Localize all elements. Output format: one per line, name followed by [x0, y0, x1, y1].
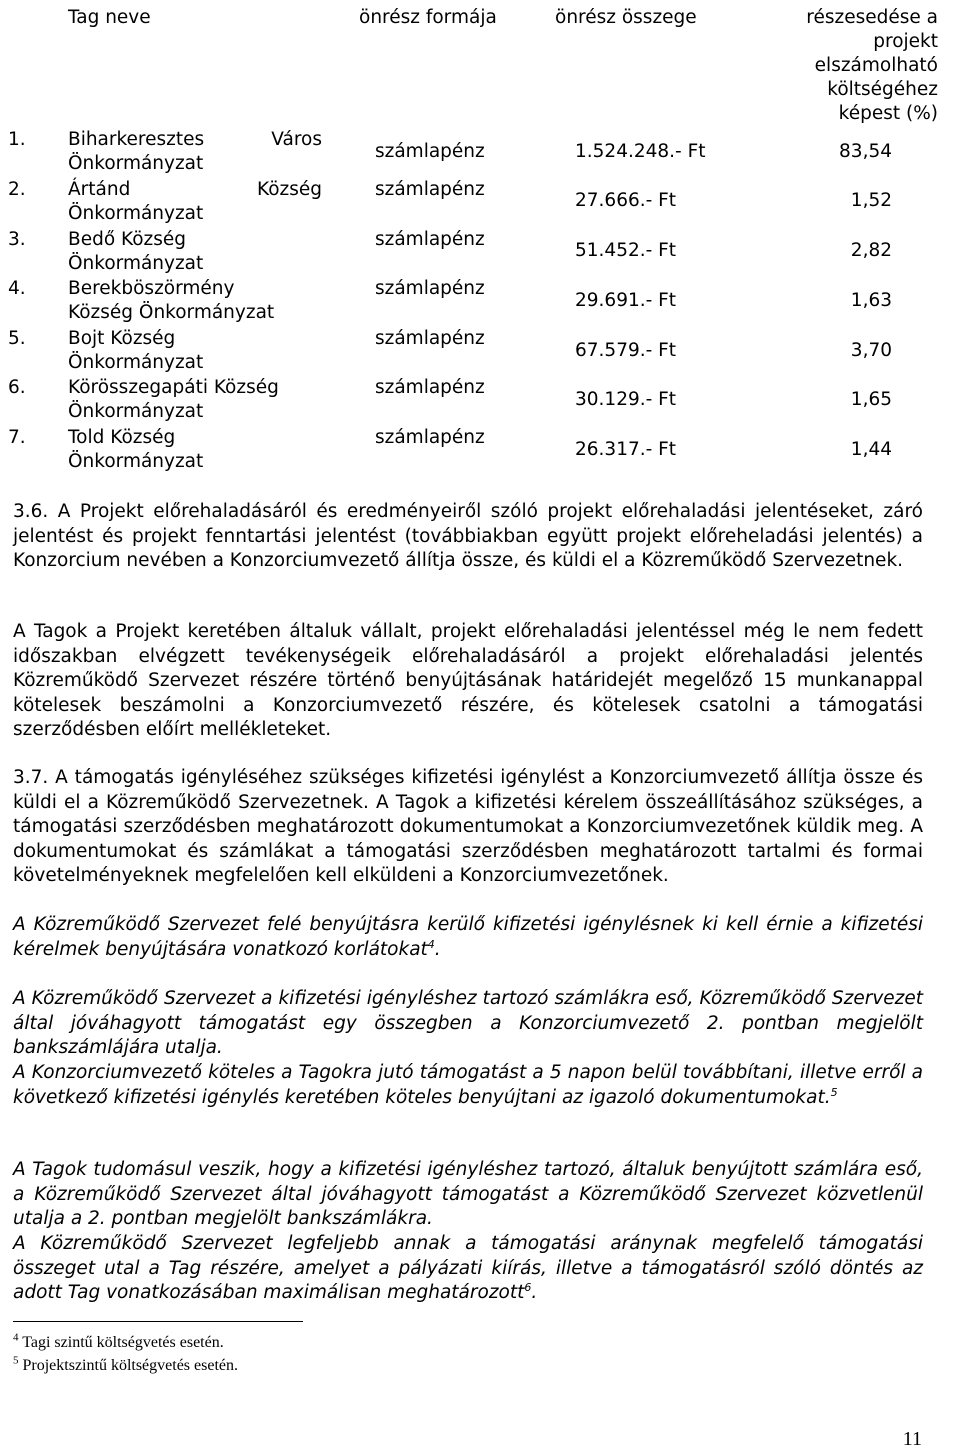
name-part: Berekböszörmény — [68, 278, 235, 299]
row-amount: 26.317.- Ft — [575, 439, 677, 460]
row-amount: 51.452.- Ft — [575, 240, 677, 261]
row-member-name — [68, 327, 322, 375]
footnote-ref: 5 — [830, 1085, 838, 1099]
paragraph-3-6: 3.6. A Projekt előrehaladásáról és eredményeiről szóló projekt előrehaladási jelentéseket, záró jelentést és projekt fenntartási jelentést (továbbiakban együtt projekt előreheladási jelentés) a Konzorcium nevében a Konzorciumvezető állítja össze, és küldi el a Közreműködő Szervezetnek. — [13, 501, 923, 572]
paragraph-3-6-tagok: A Tagok a Projekt keretében általuk vállalt, projekt előrehaladási jelentéssel még le nem fedett időszakban elvégzett tevékenységeik előrehaladásáról a projekt előrehaladási jelentés Közreműködő Szervezet részére történő benyújtásának határidejét megelőző 15 munkanappal kötelesek beszámolni a Konzorciumvezető részére, és kötelesek csatolni a támogatási szerződésben előírt mellékleteket. — [13, 621, 923, 741]
header-share-line: részesedése a — [806, 7, 938, 28]
row-number: 7. — [8, 427, 26, 448]
footnote-ref: 6 — [524, 1281, 532, 1295]
header-share-line: képest (%) — [838, 103, 938, 124]
header-member-name: Tag neve — [68, 7, 151, 28]
row-number: 6. — [8, 377, 26, 398]
text: . — [531, 1282, 538, 1304]
name-part: Bedő Község — [68, 229, 187, 250]
row-form: számlapénz — [375, 377, 485, 398]
name-part: Ártánd — [68, 179, 131, 200]
footnote-number: 4 — [13, 1331, 19, 1344]
paragraph-3-7-max-amount — [13, 1232, 923, 1306]
row-amount: 30.129.- Ft — [575, 389, 677, 410]
header-share — [738, 6, 938, 126]
page-number: 11 — [902, 1428, 922, 1450]
name-part: Biharkeresztes — [68, 129, 205, 150]
row-number: 3. — [8, 229, 26, 250]
footnote-5 — [13, 1356, 238, 1376]
text: A Konzorciumvezető köteles a Tagokra jutó támogatást a 5 napon belül továbbítani, illetve erről a következő kifizetési igénylés keretében köteles benyújtani az igazoló dokumentumokat. — [13, 1062, 923, 1108]
row-form: számlapénz — [375, 278, 485, 299]
footnote-number: 5 — [13, 1354, 19, 1367]
row-number: 2. — [8, 179, 26, 200]
paragraph-3-7-transfer: A Közreműködő Szervezet a kifizetési igényléshez tartozó számlákra eső, Közreműködő Szervezet által jóváhagyott támogatást egy összegben a Konzorciumvezető 2. pontban megjelölt bankszámlájára utalja. — [13, 988, 923, 1059]
row-member-name — [68, 277, 322, 325]
text: . — [434, 938, 441, 960]
name-part: Told Község — [68, 427, 176, 448]
row-member-name — [68, 128, 322, 176]
row-percent: 2,82 — [850, 240, 892, 261]
paragraph-3-7-limits — [13, 913, 923, 962]
row-number: 1. — [8, 129, 26, 150]
row-number: 4. — [8, 278, 26, 299]
footnote-text: Projektszintű költségvetés esetén. — [22, 1357, 239, 1374]
row-number: 5. — [8, 328, 26, 349]
row-member-name — [68, 228, 322, 276]
row-member-name — [68, 178, 322, 226]
row-percent: 1,52 — [850, 190, 892, 211]
name-part: Község Önkormányzat — [68, 302, 275, 323]
footnote-4 — [13, 1333, 224, 1353]
row-percent: 1,44 — [850, 439, 892, 460]
name-part: Körösszegapáti Község — [68, 377, 279, 398]
footnote-divider — [13, 1321, 303, 1322]
name-part: Önkormányzat — [68, 253, 204, 274]
name-part: Önkormányzat — [68, 451, 204, 472]
name-part: Önkormányzat — [68, 203, 204, 224]
paragraph-3-7: 3.7. A támogatás igényléséhez szükséges kifizetési igénylést a Konzorciumvezető állítja össze és küldi el a Közreműködő Szervezetnek. A Tagok a kifizetési kérelem összeállításához szükséges, a támogatási szerződésben meghatározott dokumentumokat a Konzorciumvezetőnek küldik meg. A dokumentumokat és számlákat a támogatási szerződésben meghatározott tartalmi és formai követelményeknek megfelelően kell elküldeni a Konzorciumvezetőnek. — [13, 767, 923, 887]
header-share-line: költségéhez — [827, 79, 938, 100]
row-form: számlapénz — [375, 229, 485, 250]
footnote-ref: 4 — [427, 937, 435, 951]
header-contribution-amount: önrész összege — [555, 7, 697, 28]
name-part: Község — [256, 179, 322, 200]
row-amount: 29.691.- Ft — [575, 290, 677, 311]
header-share-line: projekt — [873, 31, 938, 52]
name-part: Város — [271, 129, 322, 150]
row-member-name — [68, 426, 322, 474]
row-form: számlapénz — [375, 328, 485, 349]
paragraph-3-7-direct-transfer: A Tagok tudomásul veszik, hogy a kifizetési igényléshez tartozó, általuk benyújtott számlára eső, a Közreműködő Szervezet által jóváhagyott támogatást a Közreműködő Szervezet közvetlenül utalja a 2. pontban megjelölt bankszámlákra. — [13, 1159, 923, 1230]
row-percent: 1,63 — [850, 290, 892, 311]
text: A Közreműködő Szervezet legfeljebb annak a támogatási aránynak megfelelő támogatási összeget utal a Tag részére, amelyet a pályázati kiírás, illetve a támogatásról szóló döntés az adott Tag vonatkozásában maximálisan meghatározott — [13, 1233, 923, 1304]
name-part: Bojt Község — [68, 328, 176, 349]
row-amount: 27.666.- Ft — [575, 190, 677, 211]
header-share-line: elszámolható — [814, 55, 938, 76]
paragraph-3-7-leader-duty — [13, 1061, 923, 1110]
row-amount: 67.579.- Ft — [575, 340, 677, 361]
name-part: Önkormányzat — [68, 401, 204, 422]
header-contribution-form: önrész formája — [359, 7, 497, 28]
row-percent: 83,54 — [839, 141, 892, 162]
row-percent: 1,65 — [850, 389, 892, 410]
row-form: számlapénz — [375, 141, 485, 162]
name-part: Önkormányzat — [68, 153, 204, 174]
text: A Közreműködő Szervezet felé benyújtásra kerülő kifizetési igénylésnek ki kell érnie a kifizetési kérelmek benyújtására vonatkozó korlátokat — [13, 914, 923, 960]
row-form: számlapénz — [375, 179, 485, 200]
row-amount: 1.524.248.- Ft — [575, 141, 706, 162]
row-percent: 3,70 — [850, 340, 892, 361]
row-form: számlapénz — [375, 427, 485, 448]
name-part: Önkormányzat — [68, 352, 204, 373]
row-member-name — [68, 376, 322, 424]
footnote-text: Tagi szintű költségvetés esetén. — [22, 1334, 224, 1351]
